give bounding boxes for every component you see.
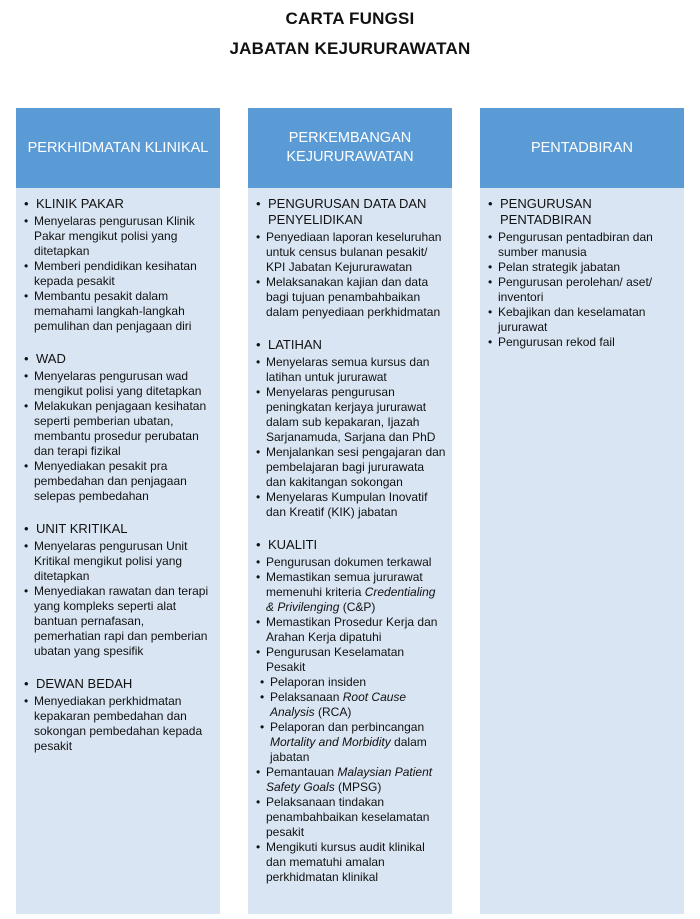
- list-item-text: Menyelaras semua kursus dan latihan untuk jururawat: [266, 355, 430, 384]
- bullet-icon: •: [24, 694, 29, 708]
- bullet-icon: •: [24, 259, 29, 273]
- list-item-text: Memberi pendidikan kesihatan kepada pesakit: [34, 259, 197, 288]
- bullet-icon: •: [260, 720, 265, 734]
- list-item: [256, 275, 446, 320]
- list-item-text: Kebajikan dan keselamatan jururawat: [498, 305, 646, 334]
- list-item: [256, 615, 446, 645]
- column-body-perkembangan-kejururawatan: [248, 188, 452, 914]
- section: [256, 337, 446, 520]
- section: [24, 351, 214, 504]
- section: [24, 676, 214, 754]
- section-title-text: UNIT KRITIKAL: [36, 521, 128, 536]
- list-item: [488, 305, 678, 335]
- list-item: [256, 355, 446, 385]
- text-segment: Memastikan semua jururawat memenuhi kriteria: [266, 570, 423, 599]
- column-header-perkembangan-kejururawatan: [248, 108, 452, 188]
- list-item-text: [270, 720, 446, 765]
- list-item: [24, 459, 214, 504]
- section-title-text: KUALITI: [268, 537, 318, 552]
- list-item: [24, 694, 214, 754]
- bullet-icon: •: [24, 351, 29, 366]
- list-item-text: Menyediakan pesakit pra pembedahan dan penjagaan selepas pembedahan: [34, 459, 187, 503]
- sub-list-item: [256, 675, 446, 690]
- section: [488, 196, 678, 350]
- list-item: [488, 260, 678, 275]
- bullet-icon: •: [488, 275, 493, 289]
- title-line-1: CARTA FUNGSI: [285, 9, 415, 28]
- list-item-text: Menyelaras pengurusan Klinik Pakar mengikut polisi yang ditetapkan: [34, 214, 195, 258]
- list-item-text: Pelaporan insiden: [270, 675, 367, 689]
- list-item: [256, 645, 446, 675]
- list-item-text: Memastikan Prosedur Kerja dan Arahan Kerja dipatuhi: [266, 615, 438, 644]
- sub-list-item: [256, 690, 446, 720]
- italic-term: Credentialing & Privilenging: [266, 585, 436, 614]
- list-item-text: Pengurusan pentadbiran dan sumber manusia: [498, 230, 653, 259]
- bullet-icon: •: [24, 521, 29, 536]
- list-item: [488, 335, 678, 350]
- list-item: [256, 385, 446, 445]
- list-item: [24, 539, 214, 584]
- section-title-text: WAD: [36, 351, 66, 366]
- list-item-text: [266, 765, 446, 795]
- list-item: [24, 289, 214, 334]
- text-segment: Pelaksanaan: [270, 690, 343, 704]
- column-header-pentadbiran: [480, 108, 684, 188]
- section-title: [488, 196, 678, 228]
- list-item-text: Menjalankan sesi pengajaran dan pembelajaran bagi jururawata dan kakitangan sokongan: [266, 445, 446, 489]
- bullet-icon: •: [256, 385, 261, 399]
- list-item-text: Pelan strategik jabatan: [498, 260, 621, 274]
- bullet-icon: •: [24, 289, 29, 303]
- section: [24, 196, 214, 334]
- text-segment: Pelaporan dan perbincangan: [270, 720, 425, 734]
- italic-term: Malaysian Patient Safety Goals: [266, 765, 433, 794]
- column-header-label-line-1: PERKEMBANGAN: [288, 130, 412, 146]
- section: [256, 196, 446, 320]
- bullet-icon: •: [260, 690, 265, 704]
- bullet-icon: •: [256, 555, 261, 569]
- bullet-icon: •: [24, 399, 29, 413]
- list-item-text: Menyediakan perkhidmatan kepakaran pembedahan dan sokongan pembedahan kepada pesakit: [34, 694, 203, 753]
- bullet-icon: •: [24, 539, 29, 553]
- section-title-text: KLINIK PAKAR: [36, 196, 124, 211]
- section-title-text: DEWAN BEDAH: [36, 676, 133, 691]
- bullet-icon: •: [256, 615, 261, 629]
- bullet-icon: •: [256, 445, 261, 459]
- list-item: [256, 840, 446, 885]
- bullet-icon: •: [256, 570, 261, 584]
- list-item-text: Penyediaan laporan keseluruhan untuk census bulanan pesakit/ KPI Jabatan Kejururawatan: [266, 230, 442, 274]
- bullet-icon: •: [256, 490, 261, 504]
- list-item-text: Membantu pesakit dalam memahami langkah-langkah pemulihan dan penjagaan diri: [34, 289, 192, 333]
- list-item: [24, 369, 214, 399]
- list-item: [256, 490, 446, 520]
- italic-term: Mortality and Morbidity: [270, 735, 391, 749]
- list-item-text: Menyelaras pengurusan wad mengikut polisi yang ditetapkan: [34, 369, 202, 398]
- bullet-icon: •: [488, 260, 493, 274]
- bullet-icon: •: [256, 355, 261, 369]
- bullet-icon: •: [24, 676, 29, 691]
- section: [24, 521, 214, 659]
- list-item-text: [270, 690, 446, 720]
- list-item-text: Pengurusan dokumen terkawal: [266, 555, 432, 569]
- bullet-icon: •: [488, 335, 493, 349]
- list-item: [256, 555, 446, 570]
- bullet-icon: •: [256, 230, 261, 244]
- section-title: [256, 537, 446, 553]
- bullet-icon: •: [256, 537, 261, 552]
- column-body-perkhidmatan-klinikal: [16, 188, 220, 914]
- list-item: [24, 214, 214, 259]
- bullet-icon: •: [260, 675, 265, 689]
- list-item: [24, 584, 214, 659]
- italic-term: Root Cause Analysis: [270, 690, 407, 719]
- bullet-icon: •: [24, 459, 29, 473]
- bullet-icon: •: [24, 214, 29, 228]
- list-item-text: Menyelaras pengurusan Unit Kritikal mengikut polisi yang ditetapkan: [34, 539, 188, 583]
- bullet-icon: •: [488, 230, 493, 244]
- bullet-icon: •: [256, 765, 261, 779]
- list-item-text: [266, 570, 446, 615]
- column-header-perkhidmatan-klinikal: [16, 108, 220, 188]
- bullet-icon: •: [256, 275, 261, 289]
- section-title: [256, 337, 446, 353]
- list-item: [256, 795, 446, 840]
- section-title-text: PENGURUSAN PENTADBIRAN: [500, 196, 592, 227]
- list-item-text: Menyelaras Kumpulan Inovatif dan Kreatif (KIK) jabatan: [266, 490, 428, 519]
- list-item-text: Mengikuti kursus audit klinikal dan mematuhi amalan perkhidmatan klinikal: [266, 840, 425, 884]
- list-item-text: Menyediakan rawatan dan terapi yang kompleks seperti alat bantuan pernafasan, pemerhatian rapi dan pemberian ubatan yang spesifik: [34, 584, 209, 658]
- column-header-label: PERKHIDMATAN KLINIKAL: [27, 139, 209, 156]
- list-item: [488, 275, 678, 305]
- text-segment: (MPSG): [334, 780, 382, 794]
- bullet-icon: •: [24, 369, 29, 383]
- bullet-icon: •: [488, 305, 493, 319]
- list-item: [256, 445, 446, 490]
- bullet-icon: •: [256, 840, 261, 854]
- list-item: [24, 399, 214, 459]
- list-item: [256, 765, 446, 795]
- section-title: [24, 521, 214, 537]
- column-body-pentadbiran: [480, 188, 684, 914]
- bullet-icon: •: [256, 795, 261, 809]
- bullet-icon: •: [256, 645, 261, 659]
- section: [256, 537, 446, 885]
- list-item: [256, 570, 446, 615]
- text-segment: dalam jabatan: [270, 735, 427, 764]
- list-item-text: Pengurusan perolehan/ aset/ inventori: [498, 275, 653, 304]
- list-item-text: Melaksanakan kajian dan data bagi tujuan penambahbaikan dalam penyediaan perkhidmatan: [266, 275, 441, 319]
- list-item-text: Menyelaras pengurusan peningkatan kerjaya jururawat dalam sub kepakaran, Ijazah Sarjanamuda, Sarjana dan PhD: [266, 385, 436, 444]
- section-title: [24, 351, 214, 367]
- list-item-text: Pengurusan rekod fail: [498, 335, 615, 349]
- list-item-text: Melakukan penjagaan kesihatan seperti pemberian ubatan, membantu prosedur perubatan dan terapi fizikal: [34, 399, 207, 458]
- section-title: [24, 676, 214, 692]
- sub-list-item: [256, 720, 446, 765]
- list-item-text: Pelaksanaan tindakan penambahbaikan keselamatan pesakit: [266, 795, 430, 839]
- bullet-icon: •: [24, 584, 29, 598]
- column-header-label: PENTADBIRAN: [530, 139, 634, 156]
- page-title: [0, 4, 700, 64]
- section-title-text: PENGURUSAN DATA DAN PENYELIDIKAN: [268, 196, 427, 227]
- section-title: [256, 196, 446, 228]
- section-title: [24, 196, 214, 212]
- list-item-text: Pengurusan Keselamatan Pesakit: [266, 645, 405, 674]
- list-item: [488, 230, 678, 260]
- bullet-icon: •: [256, 196, 261, 211]
- section-title-text: LATIHAN: [268, 337, 322, 352]
- column-header-label-line-2: KEJURURAWATAN: [286, 149, 414, 165]
- bullet-icon: •: [256, 337, 261, 352]
- bullet-icon: •: [24, 196, 29, 211]
- bullet-icon: •: [488, 196, 493, 211]
- text-segment: Pemantauan: [266, 765, 338, 779]
- title-line-2: JABATAN KEJURURAWATAN: [229, 39, 471, 58]
- text-segment: (C&P): [339, 600, 376, 614]
- text-segment: (RCA): [314, 705, 352, 719]
- list-item: [256, 230, 446, 275]
- list-item: [24, 259, 214, 289]
